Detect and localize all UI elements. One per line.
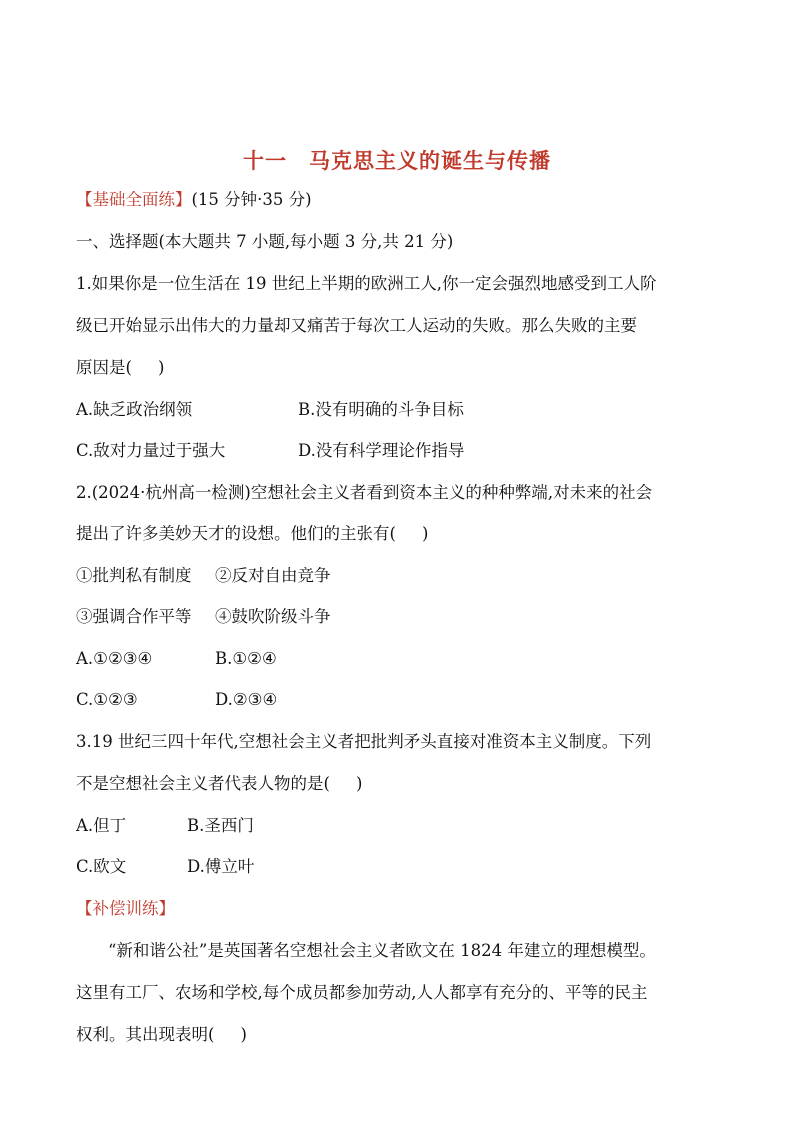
q3-option-a: A.但丁 [76,816,127,835]
q2-stem-line1: 2.(2024·杭州高一检测)空想社会主义者看到资本主义的种种弊端,对未来的社会 [76,483,653,502]
q2-item-2: ②反对自由竞争 [215,566,331,585]
supplement-line1: “新和谐公社”是英国著名空想社会主义者欧文在 1824 年建立的理想模型。 [108,941,656,960]
supplement-paren-close: ) [240,1025,247,1044]
q1-stem-text: 原因是( [76,358,132,377]
q1-paren-close: ) [157,358,165,377]
lesson-title: 马克思主义的诞生与传播 [309,149,551,173]
q2-option-a: A.①②③④ [76,649,153,668]
section-label: 【基础全面练】 [76,190,192,209]
section-header [76,188,726,212]
page-title [0,145,794,175]
q2-paren-close: ) [421,524,429,543]
q3-stem-line1: 3.19 世纪三四十年代,空想社会主义者把批判矛头直接对准资本主义制度。下列 [76,732,652,751]
q1-option-b: B.没有明确的斗争目标 [298,400,464,419]
q1-option-a: A.缺乏政治纲领 [76,400,193,419]
supplement-label: 【补偿训练】 [76,899,175,918]
q1-option-c: C.敌对力量过于强大 [76,441,226,460]
q3-option-c: C.欧文 [76,857,127,876]
q2-item-3: ③强调合作平等 [76,607,192,626]
q2-stem-text: 提出了许多美妙天才的设想。他们的主张有( [76,524,396,543]
supplement-line2: 这里有工厂、农场和学校,每个成员都参加劳动,人人都享有充分的、平等的民主 [76,983,648,1002]
q2-option-c: C.①②③ [76,690,138,709]
part-heading: 一、选择题(本大题共 7 小题,每小题 3 分,共 21 分) [76,232,454,251]
lesson-number: 十一 [243,149,287,173]
q2-item-1: ①批判私有制度 [76,566,192,585]
q2-option-b: B.①②④ [215,649,277,668]
section-time: (15 分钟·35 分) [191,190,312,209]
q1-stem-line2: 级已开始显示出伟大的力量却又痛苦于每次工人运动的失败。那么失败的主要 [76,316,637,335]
q3-stem-text: 不是空想社会主义者代表人物的是( [76,774,330,793]
q2-stem-line2 [76,522,726,546]
supplement-stem-text: 权利。其出现表明( [76,1025,215,1044]
q1-option-d: D.没有科学理论作指导 [298,441,465,460]
q3-stem-line2 [76,772,726,796]
q3-option-b: B.圣西门 [187,816,254,835]
supplement-header [76,897,726,921]
q1-stem-line1: 1.如果你是一位生活在 19 世纪上半期的欧洲工人,你一定会强烈地感受到工人阶 [76,274,657,293]
q2-item-4: ④鼓吹阶级斗争 [215,607,331,626]
q2-option-d: D.②③④ [215,690,278,709]
supplement-line3 [76,1023,726,1047]
q3-option-d: D.傅立叶 [187,857,255,876]
q1-stem-line3 [76,356,726,380]
q3-paren-close: ) [355,774,363,793]
